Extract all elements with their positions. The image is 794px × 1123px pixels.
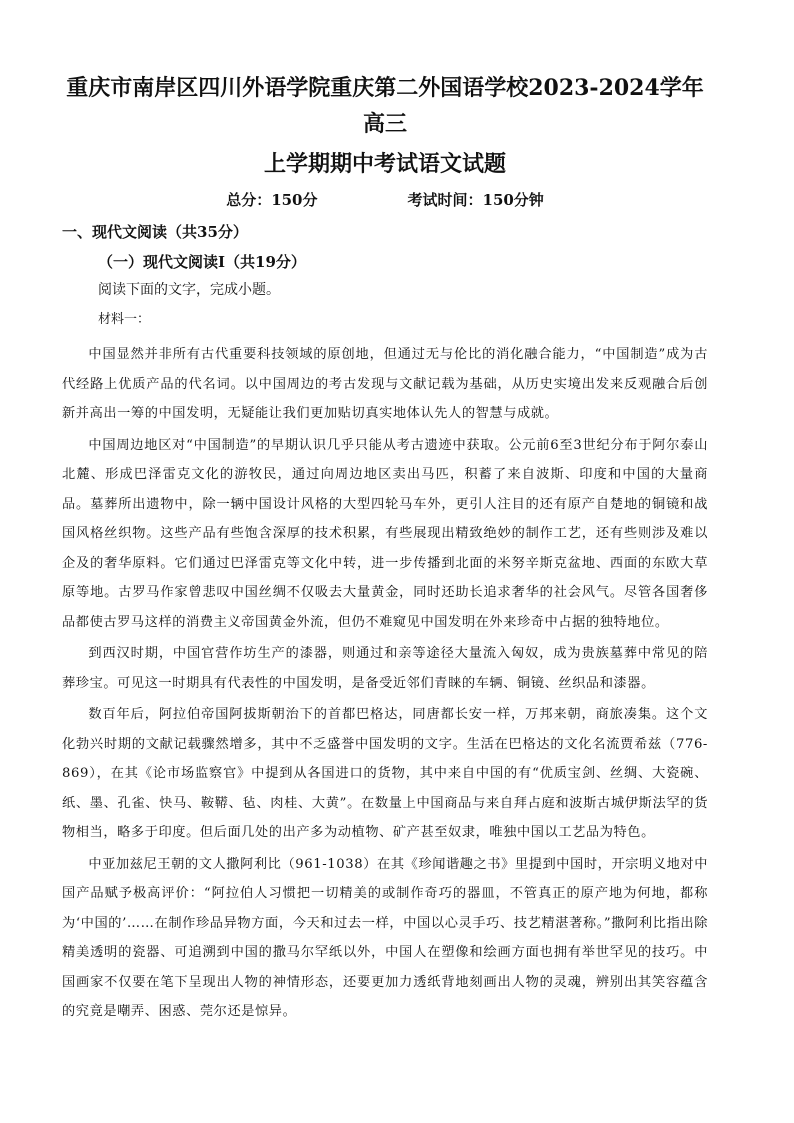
exam-time: 考试时间：150分钟 — [407, 191, 544, 209]
paragraph: 中亚加兹尼王朝的文人撒阿利比（961-1038）在其《珍闻谐趣之书》里提到中国时，开宗明义地对中国产品赋予极高评价：“阿拉伯人习惯把一切精美的或制作奇巧的器皿，不管真正的原产地为何地，都称为‘中国的’……在制作珍品异物方面，今天和过去一样，中国以心灵手巧、技艺精湛著称。”撒阿利比指出除精美透明的瓷器、可追溯到中国的撒马尔罕纸以外，中国人在塑像和绘画方面也拥有举世罕见的技巧。中国画家不仅要在笔下呈现出人物的神情形态，还要更加力透纸背地刻画出人物的灵魂，辨别出其笑容蕴含的究竟是嘲弄、困惑、莞尔还是惊异。 — [62, 856, 708, 1019]
reading-instruction: 阅读下面的文字，完成小题。 — [98, 282, 280, 298]
paragraph: 数百年后，阿拉伯帝国阿拔斯朝治下的首都巴格达，同唐都长安一样，万邦来朝，商旅凑集。这个文化勃兴时期的文献记载骤然增多，其中不乏盛誉中国发明的文字。生活在巴格达的文化名流贾希兹（776-869），在其《论市场监察官》中提到从各国进口的货物，其中来自中国的有“优质宝剑、丝绸、大瓷碗、纸、墨、孔雀、快马、鞍鞯、毡、肉桂、大黄”。在数量上中国商品与来自拜占庭和波斯古城伊斯法罕的货物相当，略多于印度。但后面几处的出产多为动植物、矿产甚至奴隶，唯独中国以工艺品为特色。 — [62, 707, 708, 840]
exam-meta — [62, 188, 708, 212]
document-title — [62, 70, 708, 182]
title-line-1: 重庆市南岸区四川外语学院重庆第二外国语学校2023-2024学年高三 — [66, 75, 704, 137]
total-score: 总分：150分 — [226, 191, 318, 209]
paragraph: 到西汉时期，中国官营作坊生产的漆器，则通过和亲等途径大量流入匈奴，成为贵族墓葬中常见的陪葬珍宝。可见这一时期具有代表性的中国发明，是备受近邻们青睐的车辆、铜镜、丝织品和漆器。 — [62, 646, 708, 691]
section-heading: 一、现代文阅读（共35分） — [62, 223, 248, 241]
paragraph: 中国显然并非所有古代重要科技领域的原创地，但通过无与伦比的消化融合能力，“中国制造”成为古代经路上优质产品的代名词。以中国周边的考古发现与文献记载为基础，从历史实境出发来反观融合后创新并高出一筹的中国发明，无疑能让我们更加贴切真实地体认先人的智慧与成就。 — [62, 347, 708, 421]
material-label: 材料一： — [98, 312, 151, 327]
subsection-heading: （一）现代文阅读Ⅰ（共19分） — [98, 253, 306, 271]
paragraph: 中国周边地区对“中国制造”的早期认识几乎只能从考古遗迹中获取。公元前6至3世纪分布于阿尔泰山北麓、形成巴泽雷克文化的游牧民，通过向周边地区卖出马匹，积蓄了来自波斯、印度和中国的大量商品。墓葬所出遗物中，除一辆中国设计风格的大型四轮马车外，更引人注目的还有原产自楚地的铜镜和战国风格丝织物。这些产品有些饱含深厚的技术积累，有些展现出精致绝妙的制作工艺，还有些则涉及难以企及的奢华原料。它们通过巴泽雷克等文化中转，进一步传播到北面的米努辛斯克盆地、西面的东欧大草原等地。古罗马作家曾悲叹中国丝绸不仅吸去大量黄金，同时还助长追求奢华的社会风气。尽管各国奢侈品都使古罗马这样的消费主义帝国黄金外流，但仍不难窥见中国发明在外来珍奇中占据的独特地位。 — [62, 437, 708, 630]
title-line-2: 上学期期中考试语文试题 — [263, 151, 506, 177]
